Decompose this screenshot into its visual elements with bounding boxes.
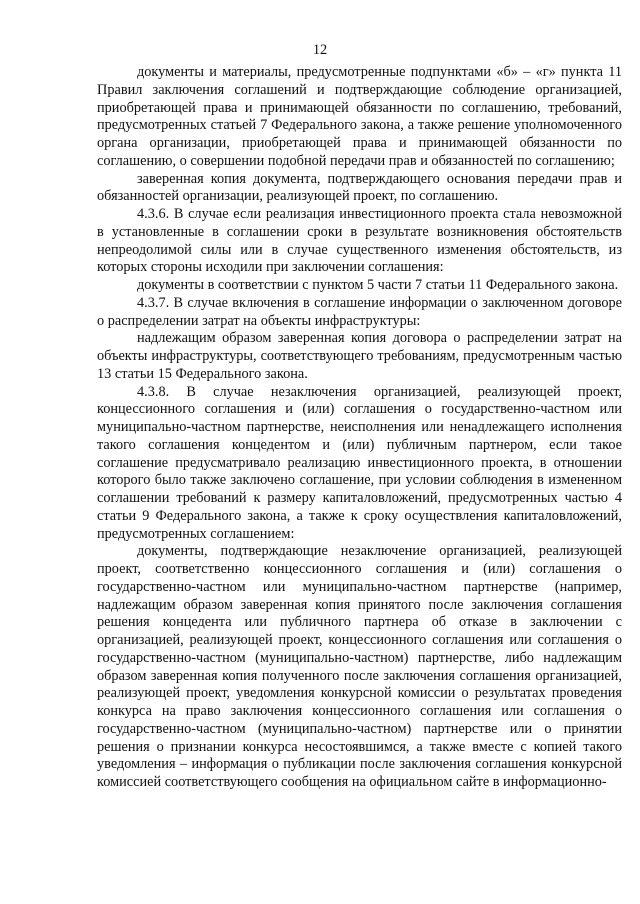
paragraph: 4.3.8. В случае незаключения организацией, реализующей проект, концессионного соглашения и (или) соглашения о государственно-частном или муниципально-частном партнерстве, неисполнения или ненадлежащего исполнения такого соглашения концедентом и (или) публичным партнером, если такое соглашение предусматривало реализацию инвестиционного проекта, в отношении которого было также заключено соглашение, при условии соблюдения в измененном соглашении требований к размеру капиталовложений, предусмотренных частью 4 статьи 9 Федерального закона, а также к сроку осуществления капиталовложений, предусмотренных соглашением:: [97, 383, 622, 542]
paragraph: заверенная копия документа, подтверждающего основания передачи прав и обязанностей организации, реализующей проект, по соглашению.: [97, 170, 622, 205]
paragraph: 4.3.6. В случае если реализация инвестиционного проекта стала невозможной в установленные в соглашении сроки в результате возникновения обстоятельств непреодолимой силы или в случае существенного изменения обстоятельств, из которых стороны исходили при заключении соглашения:: [97, 206, 622, 276]
page-number: 12: [312, 42, 328, 58]
paragraph: 4.3.7. В случае включения в соглашение информации о заключенном договоре о распределении затрат на объекты инфраструктуры:: [97, 294, 622, 329]
document-body: [97, 64, 622, 792]
paragraph: документы в соответствии с пунктом 5 части 7 статьи 11 Федерального закона.: [137, 277, 619, 293]
paragraph: документы, подтверждающие незаключение организацией, реализующей проект, соответственно концессионного соглашения и (или) соглашения о государственно-частном или муниципально-частном партнерстве (например, надлежащим образом заверенная копия принятого после заключения соглашения решения концедента или публичного партнера об отказе в заключении с организацией, реализующей проект, концессионного соглашения или соглашения о государственно-частном (муниципально-частном) партнерстве, либо надлежащим образом заверенная копия полученного после заключения соглашения организацией, реализующей проект, уведомления конкурсной комиссии о результатах проведения конкурса на право заключения концессионного соглашения или соглашения о государственно-частном (муниципально-частном) партнерстве или о принятии решения о признании конкурса несостоявшимся, а также вместе с копией такого уведомления – информация о публикации после заключения соглашения конкурсной комиссией соответствующего сообщения на официальном сайте в информационно-: [97, 543, 622, 790]
paragraph: документы и материалы, предусмотренные подпунктами «б» – «г» пункта 11 Правил заключения соглашений и подтверждающие соблюдение организацией, приобретающей права и принимающей обязанности по соглашению, требований, предусмотренных статьей 7 Федерального закона, а также решение уполномоченного органа организации, приобретающей права и принимающей обязанности по соглашению, о совершении подобной передачи прав и обязанностей по соглашению;: [97, 64, 622, 169]
paragraph: надлежащим образом заверенная копия договора о распределении затрат на объекты инфраструктуры, соответствующего требованиям, предусмотренным частью 13 статьи 15 Федерального закона.: [97, 330, 622, 382]
